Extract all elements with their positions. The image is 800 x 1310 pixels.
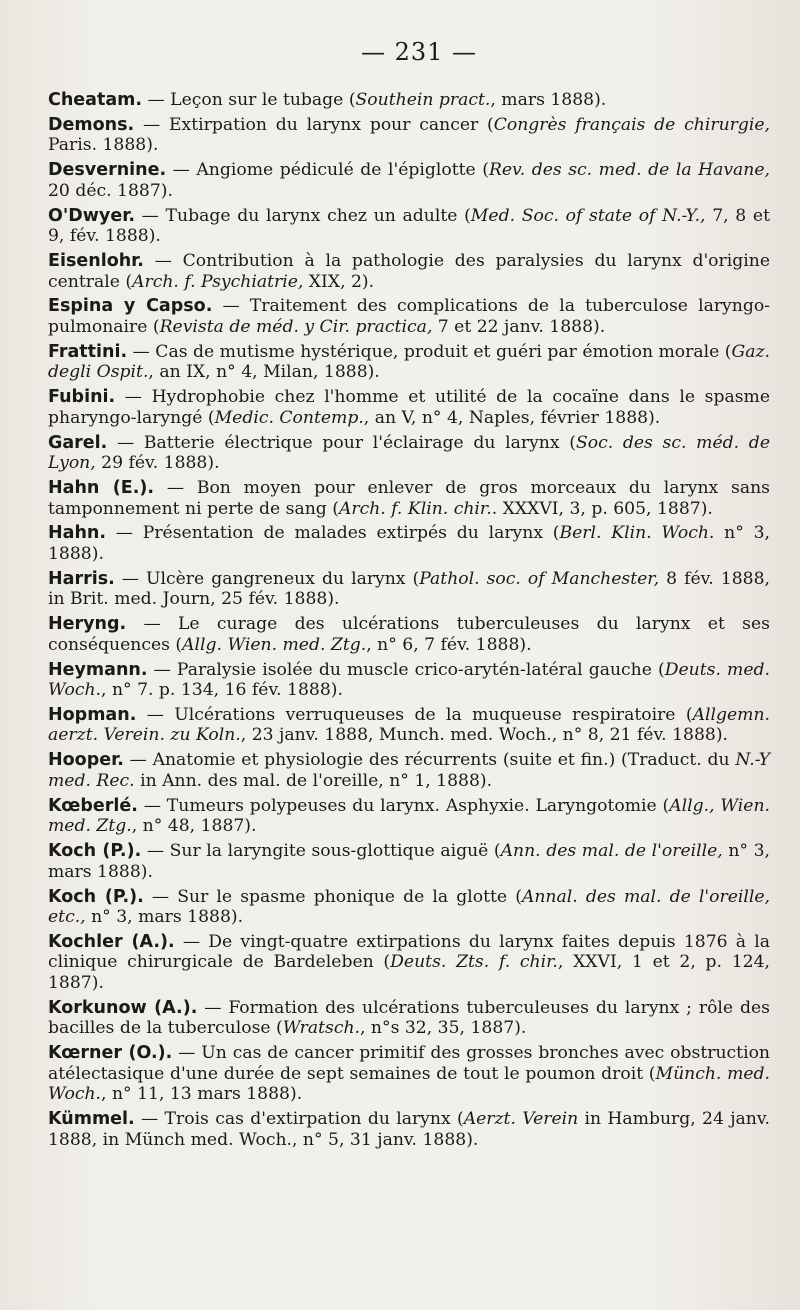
entry-title: — Batterie électrique pour l'éclairage du larynx ( bbox=[107, 432, 576, 453]
entry-author: Harris. bbox=[48, 568, 115, 589]
entry-details: , n° 6, 7 fév. 1888). bbox=[366, 634, 532, 655]
entry-title: — Paralysie isolée du muscle crico-arytén-latéral gauche ( bbox=[147, 659, 665, 680]
entry-author: Kœberlé. bbox=[48, 795, 138, 816]
bibliography-entry bbox=[48, 1109, 770, 1150]
bibliography-entry bbox=[48, 614, 770, 655]
entry-details: , 23 janv. 1888, Munch. med. Woch., n° 8, 21 fév. 1888). bbox=[240, 725, 728, 746]
bibliography-entry bbox=[48, 296, 770, 337]
entry-details: n° 3, 1888). bbox=[48, 523, 770, 564]
entry-author: Frattini. bbox=[48, 341, 128, 362]
bibliography-entry bbox=[48, 887, 770, 928]
entry-source: N.-Y med. Rec. bbox=[48, 750, 770, 791]
entry-author: Demons. bbox=[48, 114, 135, 135]
entry-source: Annal. des mal. de l'oreille, etc., bbox=[48, 886, 771, 928]
entry-author: Koch (P.). bbox=[48, 841, 142, 862]
entry-details: in Hamburg, 24 janv. 1888, in Münch med. Woch., n° 5, 31 janv. 1888). bbox=[48, 1109, 770, 1150]
entry-details: n° 3, mars 1888). bbox=[48, 841, 770, 882]
bibliography-entry bbox=[48, 387, 770, 428]
entry-author: Korkunow (A.). bbox=[48, 997, 198, 1018]
bibliography-entry bbox=[48, 160, 770, 201]
bibliography-list bbox=[48, 90, 770, 1150]
entry-details: 29 fév. 1888). bbox=[95, 453, 220, 474]
entry-source: Soc. des sc. méd. de Lyon, bbox=[48, 432, 770, 474]
bibliography-entry bbox=[48, 796, 770, 837]
entry-details: n° 3, mars 1888). bbox=[85, 907, 244, 928]
entry-author: Hopman. bbox=[48, 704, 137, 725]
entry-source: Southein pract. bbox=[355, 90, 491, 110]
entry-author: Hahn. bbox=[48, 523, 107, 544]
entry-source: Med. Soc. of state of N.-Y., bbox=[470, 205, 706, 226]
entry-source: Gaz. degli Ospit. bbox=[48, 341, 770, 383]
entry-source: Allg. Wien. med. Ztg. bbox=[182, 634, 367, 655]
entry-title: — Anatomie et physiologie des récurrents (suite et fin.) (Traduct. du bbox=[123, 750, 736, 771]
entry-author: O'Dwyer. bbox=[48, 205, 135, 226]
entry-details: XIX, 2). bbox=[303, 271, 375, 292]
bibliography-entry bbox=[48, 115, 770, 156]
bibliography-entry bbox=[48, 705, 770, 746]
entry-details: 20 déc. 1887). bbox=[48, 180, 173, 201]
entry-title: — Traitement des complications de la tuberculose laryngo-pulmonaire ( bbox=[48, 296, 770, 337]
entry-details: . XXXVI, 3, p. 605, 1887). bbox=[491, 498, 713, 519]
entry-author: Cheatam. bbox=[48, 90, 143, 110]
bibliography-entry bbox=[48, 90, 770, 111]
entry-details: Paris. 1888). bbox=[48, 135, 159, 156]
entry-details: 8 fév. 1888, in Brit. med. Journ, 25 fév. 1888). bbox=[48, 568, 771, 610]
entry-author: Kümmel. bbox=[48, 1109, 135, 1130]
entry-source: Congrès français de chirurgie, bbox=[493, 114, 770, 135]
entry-author: Hooper. bbox=[48, 750, 124, 771]
bibliography-entry bbox=[48, 998, 770, 1039]
entry-source: Rev. des sc. med. de la Havane, bbox=[488, 160, 770, 181]
entry-source: Medic. Contemp. bbox=[214, 407, 364, 428]
entry-title: — Extirpation du larynx pour cancer ( bbox=[134, 114, 494, 135]
entry-author: Kochler (A.). bbox=[48, 931, 175, 952]
entry-title: — Bon moyen pour enlever de gros morceaux du larynx sans tamponnement ni perte de sang ( bbox=[48, 478, 770, 519]
entry-details: , an V, n° 4, Naples, février 1888). bbox=[363, 407, 661, 428]
bibliography-entry bbox=[48, 660, 770, 701]
entry-title: — Présentation de malades extirpés du larynx ( bbox=[106, 523, 560, 544]
entry-source: Aerzt. Verein bbox=[463, 1109, 579, 1130]
entry-details: , XXVI, 1 et 2, p. 124, 1887). bbox=[48, 952, 770, 993]
bibliography-entry bbox=[48, 932, 770, 994]
entry-source: Münch. med. Woch. bbox=[48, 1063, 771, 1105]
entry-source: Allgemn. aerzt. Verein. zu Koln. bbox=[48, 704, 770, 746]
entry-title: — Formation des ulcérations tuberculeuses du larynx ; rôle des bacilles de la tuberculose ( bbox=[48, 997, 770, 1039]
entry-source: Berl. Klin. Woch. bbox=[559, 523, 715, 544]
entry-source: Arch. f. Psychiatrie, bbox=[132, 271, 304, 292]
entry-title: — Hydrophobie chez l'homme et utilité de la cocaïne dans le spasme pharyngo-laryngé ( bbox=[48, 387, 770, 428]
entry-details: , an IX, n° 4, Milan, 1888). bbox=[148, 362, 380, 383]
entry-title: — Un cas de cancer primitif des grosses bronches avec obstruction atélectasique d'une durée de sept semaines de tout le poumon droit ( bbox=[48, 1043, 770, 1084]
entry-title: — Tumeurs polypeuses du larynx. Asphyxie. Laryngotomie ( bbox=[137, 795, 670, 816]
entry-title: — Ulcérations verruqueuses de la muqueuse respiratoire ( bbox=[136, 704, 693, 725]
entry-details: , n°s 32, 35, 1887). bbox=[359, 1018, 527, 1039]
bibliography-entry bbox=[48, 251, 770, 292]
entry-details: 7 et 22 janv. 1888). bbox=[432, 316, 606, 337]
entry-author: Koch (P.). bbox=[48, 886, 144, 907]
entry-details: in Ann. des mal. de l'oreille, n° 1, 1888). bbox=[134, 770, 493, 791]
bibliography-entry bbox=[48, 523, 770, 564]
entry-source: Ann. des mal. de l'oreille, bbox=[500, 841, 723, 862]
entry-source: Deuts. Zts. f. chir. bbox=[390, 952, 558, 973]
page-number: — 231 — bbox=[360, 38, 478, 66]
entry-author: Hahn (E.). bbox=[48, 478, 155, 499]
entry-title: — Contribution à la pathologie des paralysies du larynx d'origine centrale ( bbox=[48, 251, 770, 292]
entry-title: — Leçon sur le tubage ( bbox=[142, 90, 356, 110]
bibliography-entry bbox=[48, 342, 770, 383]
entry-source: Deuts. med. Woch. bbox=[48, 659, 770, 701]
bibliography-entry bbox=[48, 841, 770, 882]
entry-title: — De vingt-quatre extirpations du larynx faites depuis 1876 à la clinique chirurgicale de Bardeleben ( bbox=[48, 931, 770, 973]
entry-author: Heymann. bbox=[48, 659, 148, 680]
entry-details: , mars 1888). bbox=[490, 90, 607, 110]
bibliography-entry bbox=[48, 206, 770, 247]
entry-title: — Angiome pédiculé de l'épiglotte ( bbox=[166, 160, 489, 181]
bibliography-entry bbox=[48, 750, 770, 791]
entry-title: — Ulcère gangreneux du larynx ( bbox=[114, 568, 420, 589]
entry-source: Wratsch. bbox=[282, 1018, 360, 1039]
entry-details: , n° 48, 1887). bbox=[131, 816, 257, 837]
entry-title: — Tubage du larynx chez un adulte ( bbox=[135, 205, 471, 226]
entry-details: , n° 11, 13 mars 1888). bbox=[101, 1084, 303, 1105]
entry-source: Revista de méd. y Cir. practica, bbox=[159, 316, 433, 337]
entry-title: — Sur le spasme phonique de la glotte ( bbox=[143, 886, 522, 907]
entry-title: — Sur la laryngite sous-glottique aiguë ( bbox=[141, 841, 501, 862]
entry-source: Pathol. soc. of Manchester, bbox=[419, 568, 660, 589]
entry-title: — Cas de mutisme hystérique, produit et guéri par émotion morale ( bbox=[127, 341, 732, 362]
entry-author: Eisenlohr. bbox=[48, 251, 144, 272]
entry-source: Arch. f. Klin. chir. bbox=[338, 498, 492, 519]
entry-source: Allg., Wien. med. Ztg. bbox=[48, 795, 770, 837]
bibliography-entry bbox=[48, 478, 770, 519]
entry-author: Desvernine. bbox=[48, 160, 167, 181]
entry-title: — Le curage des ulcérations tuberculeuses du larynx et ses conséquences ( bbox=[48, 614, 770, 655]
entry-author: Kœrner (O.). bbox=[48, 1043, 173, 1064]
entry-author: Heryng. bbox=[48, 614, 127, 635]
entry-author: Garel. bbox=[48, 432, 108, 453]
entry-author: Fubini. bbox=[48, 387, 116, 408]
entry-details: 7, 8 et 9, fév. 1888). bbox=[48, 205, 770, 247]
bibliography-entry bbox=[48, 569, 770, 610]
entry-author: Espina y Capso. bbox=[48, 296, 213, 317]
entry-details: , n° 7. p. 134, 16 fév. 1888). bbox=[101, 680, 343, 701]
entry-title: — Trois cas d'extirpation du larynx ( bbox=[134, 1109, 464, 1130]
bibliography-entry bbox=[48, 433, 770, 474]
bibliography-entry bbox=[48, 1043, 770, 1105]
